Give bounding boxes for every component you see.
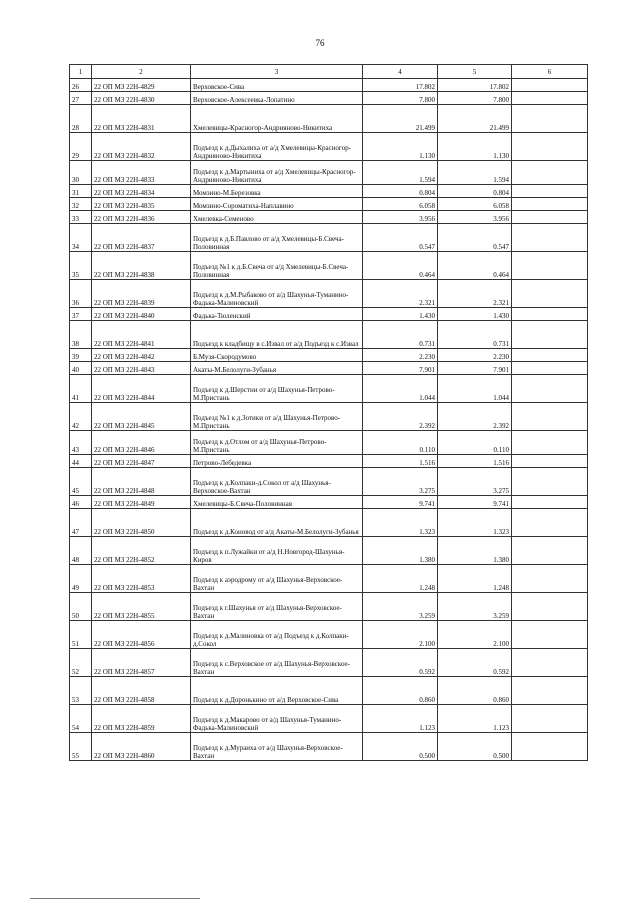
road-code-cell: 22 ОП МЗ 22Н-4841 <box>92 321 191 349</box>
table-row <box>70 537 588 565</box>
road-code-cell: 22 ОП МЗ 22Н-4847 <box>92 455 191 468</box>
table-row <box>70 677 588 705</box>
road-name-cell: Подъезд к с.Верховское от а/д Шахунья-Верховское-Вахтан <box>191 649 363 677</box>
table-row <box>70 79 588 92</box>
note-cell <box>512 224 588 252</box>
row-number-cell: 27 <box>70 92 92 105</box>
road-name-cell: Подъезд к д.Дыхалиха от а/д Хмелевицы-Красногор-Андрияново-Никитиха <box>191 133 363 161</box>
table-row <box>70 211 588 224</box>
table-row <box>70 509 588 537</box>
length-cell: 0.547 <box>363 224 438 252</box>
length-cell: 2.100 <box>363 621 438 649</box>
road-code-cell: 22 ОП МЗ 22Н-4856 <box>92 621 191 649</box>
road-code-cell: 22 ОП МЗ 22Н-4832 <box>92 133 191 161</box>
row-number-cell: 40 <box>70 362 92 375</box>
note-cell <box>512 280 588 308</box>
length-cell: 3.259 <box>363 593 438 621</box>
note-cell <box>512 79 588 92</box>
length-total-cell: 0.731 <box>438 321 512 349</box>
table-row <box>70 133 588 161</box>
road-code-cell: 22 ОП МЗ 22Н-4857 <box>92 649 191 677</box>
length-cell: 1.248 <box>363 565 438 593</box>
note-cell <box>512 133 588 161</box>
road-code-cell: 22 ОП МЗ 22Н-4830 <box>92 92 191 105</box>
road-name-cell: Подъезд к п.Лужайки от а/д Н.Новгород-Шахунья-Киров <box>191 537 363 565</box>
length-total-cell: 0.592 <box>438 649 512 677</box>
row-number-cell: 34 <box>70 224 92 252</box>
road-name-cell: Подъезд №1 к д.Зотики от а/д Шахунья-Петрово-М.Пристань <box>191 403 363 431</box>
length-total-cell: 3.275 <box>438 468 512 496</box>
length-cell: 1.323 <box>363 509 438 537</box>
length-total-cell: 1.380 <box>438 537 512 565</box>
row-number-cell: 41 <box>70 375 92 403</box>
table-row <box>70 185 588 198</box>
row-number-cell: 26 <box>70 79 92 92</box>
row-number-cell: 49 <box>70 565 92 593</box>
note-cell <box>512 496 588 509</box>
row-number-cell: 55 <box>70 733 92 761</box>
row-number-cell: 54 <box>70 705 92 733</box>
length-total-cell: 7.800 <box>438 92 512 105</box>
road-code-cell: 22 ОП МЗ 22Н-4860 <box>92 733 191 761</box>
road-code-cell: 22 ОП МЗ 22Н-4836 <box>92 211 191 224</box>
table-row <box>70 621 588 649</box>
road-name-cell: Подъезд к д.Доронькино от а/д Верховское-Сива <box>191 677 363 705</box>
length-total-cell: 0.860 <box>438 677 512 705</box>
note-cell <box>512 621 588 649</box>
road-name-cell: Хмелевицы-Красногор-Андрияново-Никитиха <box>191 105 363 133</box>
note-cell <box>512 308 588 321</box>
road-code-cell: 22 ОП МЗ 22Н-4843 <box>92 362 191 375</box>
table-row <box>70 92 588 105</box>
road-name-cell: Подъезд к г.Шахунья от а/д Шахунья-Верховское-Вахтан <box>191 593 363 621</box>
length-cell: 7.901 <box>363 362 438 375</box>
road-code-cell: 22 ОП МЗ 22Н-4855 <box>92 593 191 621</box>
length-total-cell: 1.430 <box>438 308 512 321</box>
footer-divider <box>30 898 200 899</box>
length-cell: 7.800 <box>363 92 438 105</box>
length-cell: 17.802 <box>363 79 438 92</box>
length-cell: 1.044 <box>363 375 438 403</box>
length-cell: 2.392 <box>363 403 438 431</box>
length-cell: 1.123 <box>363 705 438 733</box>
road-name-cell: Подъезд к кладбищу в с.Извал от а/д Подъезд к с.Извал <box>191 321 363 349</box>
table-row <box>70 705 588 733</box>
table-row <box>70 468 588 496</box>
road-name-cell: Петрово-Лебедевка <box>191 455 363 468</box>
table-header-row <box>70 65 588 79</box>
length-cell: 1.130 <box>363 133 438 161</box>
road-code-cell: 22 ОП МЗ 22Н-4845 <box>92 403 191 431</box>
note-cell <box>512 349 588 362</box>
length-cell: 6.058 <box>363 198 438 211</box>
note-cell <box>512 252 588 280</box>
note-cell <box>512 362 588 375</box>
length-total-cell: 1.248 <box>438 565 512 593</box>
length-total-cell: 3.259 <box>438 593 512 621</box>
row-number-cell: 43 <box>70 431 92 455</box>
row-number-cell: 38 <box>70 321 92 349</box>
road-code-cell: 22 ОП МЗ 22Н-4848 <box>92 468 191 496</box>
length-total-cell: 1.594 <box>438 161 512 185</box>
road-name-cell: Подъезд к д.Шерстни от а/д Шахунья-Петрово-М.Пристань <box>191 375 363 403</box>
road-registry-table <box>69 64 588 761</box>
length-total-cell: 0.804 <box>438 185 512 198</box>
length-total-cell: 0.110 <box>438 431 512 455</box>
note-cell <box>512 455 588 468</box>
note-cell <box>512 431 588 455</box>
table-row <box>70 198 588 211</box>
length-total-cell: 2.230 <box>438 349 512 362</box>
length-cell: 0.464 <box>363 252 438 280</box>
table-row <box>70 362 588 375</box>
length-cell: 9.741 <box>363 496 438 509</box>
road-code-cell: 22 ОП МЗ 22Н-4829 <box>92 79 191 92</box>
road-code-cell: 22 ОП МЗ 22Н-4838 <box>92 252 191 280</box>
length-total-cell: 2.100 <box>438 621 512 649</box>
note-cell <box>512 105 588 133</box>
table-row <box>70 280 588 308</box>
row-number-cell: 48 <box>70 537 92 565</box>
road-name-cell: Б.Музя-Скородумово <box>191 349 363 362</box>
note-cell <box>512 509 588 537</box>
note-cell <box>512 92 588 105</box>
table-row <box>70 375 588 403</box>
road-code-cell: 22 ОП МЗ 22Н-4844 <box>92 375 191 403</box>
note-cell <box>512 593 588 621</box>
road-name-cell: Фадька-Тюленский <box>191 308 363 321</box>
length-cell: 0.731 <box>363 321 438 349</box>
road-name-cell: Акаты-М.Белолуги-Зубанья <box>191 362 363 375</box>
road-name-cell: Подъезд к д.Б.Павлово от а/д Хмелевицы-Б.Свеча-Половинная <box>191 224 363 252</box>
road-name-cell: Хмелевка-Семеново <box>191 211 363 224</box>
note-cell <box>512 211 588 224</box>
page-number: 76 <box>315 38 325 48</box>
road-code-cell: 22 ОП МЗ 22Н-4834 <box>92 185 191 198</box>
column-header: 3 <box>191 65 363 79</box>
road-name-cell: Момзино-М.Березовка <box>191 185 363 198</box>
length-total-cell: 1.516 <box>438 455 512 468</box>
table-row <box>70 733 588 761</box>
length-total-cell: 1.044 <box>438 375 512 403</box>
length-cell: 21.499 <box>363 105 438 133</box>
row-number-cell: 44 <box>70 455 92 468</box>
length-cell: 1.380 <box>363 537 438 565</box>
road-name-cell: Подъезд к д.Колпаки-д.Сокол от а/д Шахунья-Верховское-Вахтан <box>191 468 363 496</box>
length-total-cell: 2.392 <box>438 403 512 431</box>
table-row <box>70 496 588 509</box>
row-number-cell: 47 <box>70 509 92 537</box>
road-code-cell: 22 ОП МЗ 22Н-4846 <box>92 431 191 455</box>
road-code-cell: 22 ОП МЗ 22Н-4839 <box>92 280 191 308</box>
row-number-cell: 46 <box>70 496 92 509</box>
note-cell <box>512 565 588 593</box>
row-number-cell: 39 <box>70 349 92 362</box>
length-cell: 0.860 <box>363 677 438 705</box>
table-row <box>70 105 588 133</box>
note-cell <box>512 677 588 705</box>
note-cell <box>512 198 588 211</box>
length-total-cell: 0.464 <box>438 252 512 280</box>
note-cell <box>512 403 588 431</box>
length-total-cell: 3.956 <box>438 211 512 224</box>
length-cell: 0.804 <box>363 185 438 198</box>
road-code-cell: 22 ОП МЗ 22Н-4840 <box>92 308 191 321</box>
length-cell: 1.594 <box>363 161 438 185</box>
row-number-cell: 50 <box>70 593 92 621</box>
table-row <box>70 593 588 621</box>
note-cell <box>512 375 588 403</box>
column-header: 2 <box>92 65 191 79</box>
table-row <box>70 224 588 252</box>
row-number-cell: 30 <box>70 161 92 185</box>
note-cell <box>512 161 588 185</box>
road-code-cell: 22 ОП МЗ 22Н-4835 <box>92 198 191 211</box>
length-total-cell: 17.802 <box>438 79 512 92</box>
table-row <box>70 161 588 185</box>
row-number-cell: 52 <box>70 649 92 677</box>
length-total-cell: 6.058 <box>438 198 512 211</box>
length-cell: 0.110 <box>363 431 438 455</box>
table-row <box>70 649 588 677</box>
road-name-cell: Верховское-Алексеевка-Лопатино <box>191 92 363 105</box>
road-name-cell: Подъезд №1 к д.Б.Свеча от а/д Хмелевицы-Б.Свеча-Половинная <box>191 252 363 280</box>
row-number-cell: 45 <box>70 468 92 496</box>
table-row <box>70 565 588 593</box>
length-cell: 0.500 <box>363 733 438 761</box>
length-total-cell: 9.741 <box>438 496 512 509</box>
table-row <box>70 349 588 362</box>
note-cell <box>512 733 588 761</box>
length-total-cell: 1.130 <box>438 133 512 161</box>
length-cell: 0.592 <box>363 649 438 677</box>
length-cell: 1.516 <box>363 455 438 468</box>
note-cell <box>512 185 588 198</box>
road-name-cell: Подъезд к д.Мураиха от а/д Шахунья-Верховское-Вахтан <box>191 733 363 761</box>
road-name-cell: Подъезд к д.Малиновка от а/д Подъезд к д.Колпаки-д.Сокол <box>191 621 363 649</box>
road-code-cell: 22 ОП МЗ 22Н-4842 <box>92 349 191 362</box>
row-number-cell: 33 <box>70 211 92 224</box>
road-name-cell: Хмелевицы-Б.Свеча-Половинная <box>191 496 363 509</box>
row-number-cell: 51 <box>70 621 92 649</box>
row-number-cell: 28 <box>70 105 92 133</box>
table-row <box>70 321 588 349</box>
table-row <box>70 431 588 455</box>
road-name-cell: Подъезд к д.Отлом от а/д Шахунья-Петрово-М.Пристань <box>191 431 363 455</box>
road-code-cell: 22 ОП МЗ 22Н-4837 <box>92 224 191 252</box>
row-number-cell: 37 <box>70 308 92 321</box>
row-number-cell: 36 <box>70 280 92 308</box>
note-cell <box>512 649 588 677</box>
length-total-cell: 21.499 <box>438 105 512 133</box>
length-cell: 2.321 <box>363 280 438 308</box>
row-number-cell: 35 <box>70 252 92 280</box>
road-name-cell: Подъезд к д.Мартыниха от а/д Хмелевицы-Красногор-Андрияново-Никитиха <box>191 161 363 185</box>
road-code-cell: 22 ОП МЗ 22Н-4859 <box>92 705 191 733</box>
road-code-cell: 22 ОП МЗ 22Н-4852 <box>92 537 191 565</box>
road-code-cell: 22 ОП МЗ 22Н-4833 <box>92 161 191 185</box>
road-name-cell: Момзино-Сороматиха-Наплавино <box>191 198 363 211</box>
note-cell <box>512 705 588 733</box>
length-total-cell: 0.500 <box>438 733 512 761</box>
row-number-cell: 31 <box>70 185 92 198</box>
road-code-cell: 22 ОП МЗ 22Н-4853 <box>92 565 191 593</box>
length-cell: 1.430 <box>363 308 438 321</box>
row-number-cell: 42 <box>70 403 92 431</box>
road-code-cell: 22 ОП МЗ 22Н-4849 <box>92 496 191 509</box>
column-header: 1 <box>70 65 92 79</box>
table-row <box>70 308 588 321</box>
road-name-cell: Подъезд к д.Макарово от а/д Шахунья-Туманино-Фадька-Малиновский <box>191 705 363 733</box>
note-cell <box>512 468 588 496</box>
length-total-cell: 2.321 <box>438 280 512 308</box>
length-total-cell: 7.901 <box>438 362 512 375</box>
row-number-cell: 32 <box>70 198 92 211</box>
length-total-cell: 1.323 <box>438 509 512 537</box>
note-cell <box>512 537 588 565</box>
column-header: 4 <box>363 65 438 79</box>
table-row <box>70 252 588 280</box>
table-body <box>70 79 588 761</box>
length-total-cell: 0.547 <box>438 224 512 252</box>
road-code-cell: 22 ОП МЗ 22Н-4858 <box>92 677 191 705</box>
table-row <box>70 455 588 468</box>
row-number-cell: 53 <box>70 677 92 705</box>
road-name-cell: Подъезд к д.Коновод от а/д Акаты-М.Белолуги-Зубанья <box>191 509 363 537</box>
road-code-cell: 22 ОП МЗ 22Н-4831 <box>92 105 191 133</box>
column-header: 6 <box>512 65 588 79</box>
road-code-cell: 22 ОП МЗ 22Н-4850 <box>92 509 191 537</box>
road-name-cell: Подъезд к д.М.Рыбаково от а/д Шахунья-Туманино-Фадька-Малиновский <box>191 280 363 308</box>
road-name-cell: Верховское-Сива <box>191 79 363 92</box>
note-cell <box>512 321 588 349</box>
length-total-cell: 1.123 <box>438 705 512 733</box>
column-header: 5 <box>438 65 512 79</box>
length-cell: 2.230 <box>363 349 438 362</box>
length-cell: 3.956 <box>363 211 438 224</box>
road-name-cell: Подъезд к аэродрому от а/д Шахунья-Верховское-Вахтан <box>191 565 363 593</box>
table-row <box>70 403 588 431</box>
length-cell: 3.275 <box>363 468 438 496</box>
row-number-cell: 29 <box>70 133 92 161</box>
